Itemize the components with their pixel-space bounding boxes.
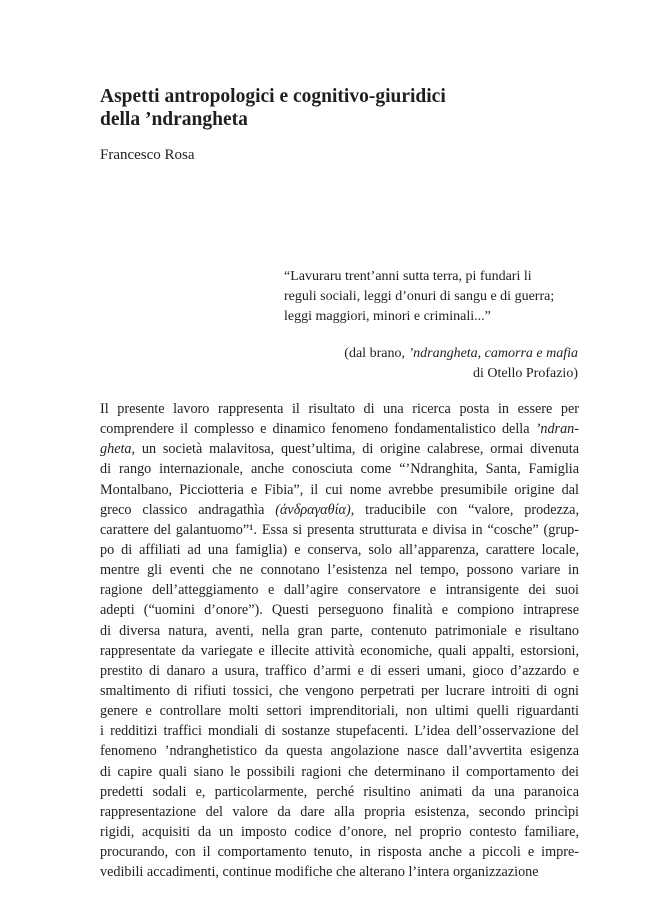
body-line (100, 439, 579, 459)
body-line: carattere del galantuomo”¹. Essa si presenta strutturata e divisa in “cosche” (grup- (100, 521, 579, 538)
epigraph-source (344, 344, 578, 384)
body-line-text: , traducibile con “valore, prodezza, (350, 501, 580, 518)
body-line: i redditizi traffici mondiali di sostanze stupefacenti. L’idea dell’osservazione del (100, 723, 579, 740)
body-line: adepti (“uomini d’onore”). Questi perseguono finalità e compiono intraprese (100, 602, 579, 619)
epigraph-line: reguli sociali, leggi d’onuri di sangu e di guerra; (284, 289, 555, 304)
body-line: rappresentazione del valore da dare alla propria esistenza, secondo princìpi (100, 803, 579, 820)
body-line: predetti sodali e, particolarmente, perché risultino animati da una paranoica (100, 783, 579, 800)
body-text (100, 399, 579, 882)
title-line-1: Aspetti antropologici e cognitivo-giuridici (100, 86, 446, 107)
body-line-text: greco classico andragathìa (100, 501, 276, 518)
body-line: prestito di danaro a usura, traffico d’armi e di esseri umani, gioco d’azzardo e (100, 662, 579, 679)
body-line: po di affiliati ad una famiglia) e conserva, solo all’apparenza, carattere locale, (100, 541, 579, 558)
body-line: fenomeno ’ndranghetistico da questa angolazione nasce dall’avvertita esigenza (100, 743, 579, 760)
body-line (100, 419, 579, 439)
epigraph-quote (284, 267, 584, 327)
body-line: Il presente lavoro rappresenta il risultato di una ricerca posta in essere per (100, 401, 579, 417)
italic-term: ’ndran- (535, 421, 579, 438)
body-line: smaltimento di rifiuti tossici, che vengono perpetrati per lucrare introiti di ogni (100, 682, 579, 699)
body-line: genere e controllare molti settori imprenditoriali, non ultimi quelli riguardanti (100, 703, 579, 720)
body-line: Montalbano, Picciotteria e Fibia”, il cui nome avrebbe presumibile origine dal (100, 481, 579, 498)
body-line-text: comprendere il complesso e dinamico fenomeno fondamentalistico della (100, 421, 536, 438)
body-line: di capire quali siano le possibili ragioni che determinano il comportamento dei (100, 763, 579, 780)
source-prefix: (dal brano, (344, 346, 409, 361)
title-line-2: della ’ndrangheta (100, 109, 248, 130)
body-line: procurando, con il comportamento tenuto, in risposta anche a piccoli e impre- (100, 844, 579, 861)
body-line (100, 500, 579, 520)
body-line: rigidi, acquisiti da un imposto codice d’onore, nel proprio contesto familiare, (100, 823, 579, 840)
body-line: di rango internazionale, anche conosciuta come “’Ndranghita, Santa, Famiglia (100, 461, 579, 478)
source-line-1 (344, 344, 578, 364)
body-line: mentre gli eventi che ne connotano l’esistenza nel tempo, possono variare in (100, 562, 579, 579)
italic-term: gheta (100, 441, 132, 458)
body-line: ragione dell’atteggiamento e dall’agire conservatore e intransigente dei suoi (100, 582, 579, 599)
epigraph-line: leggi maggiori, minori e criminali...” (284, 309, 491, 324)
source-line-2: di Otello Profazio) (473, 366, 578, 381)
article-title (100, 85, 446, 131)
body-line: rappresentate da variegate e illecite attività economiche, quali appalti, estorsioni, (100, 642, 579, 659)
body-line: vedibili accadimenti, continue modifiche che alterano l’intera organizzazione (100, 864, 539, 881)
source-song-title: ’ndrangheta, camorra e mafia (408, 346, 578, 361)
epigraph-line: “Lavuraru trent’anni sutta terra, pi fundari li (284, 269, 532, 284)
greek-term: (ἀνδραγαθία) (275, 501, 351, 518)
body-line-text: , un società malavitosa, quest’ultima, di origine calabrese, ormai divenuta (131, 441, 579, 458)
author-name: Francesco Rosa (100, 147, 195, 163)
body-line: di diversa natura, aventi, nella gran parte, contenuto patrimoniale e risultano (100, 622, 579, 639)
